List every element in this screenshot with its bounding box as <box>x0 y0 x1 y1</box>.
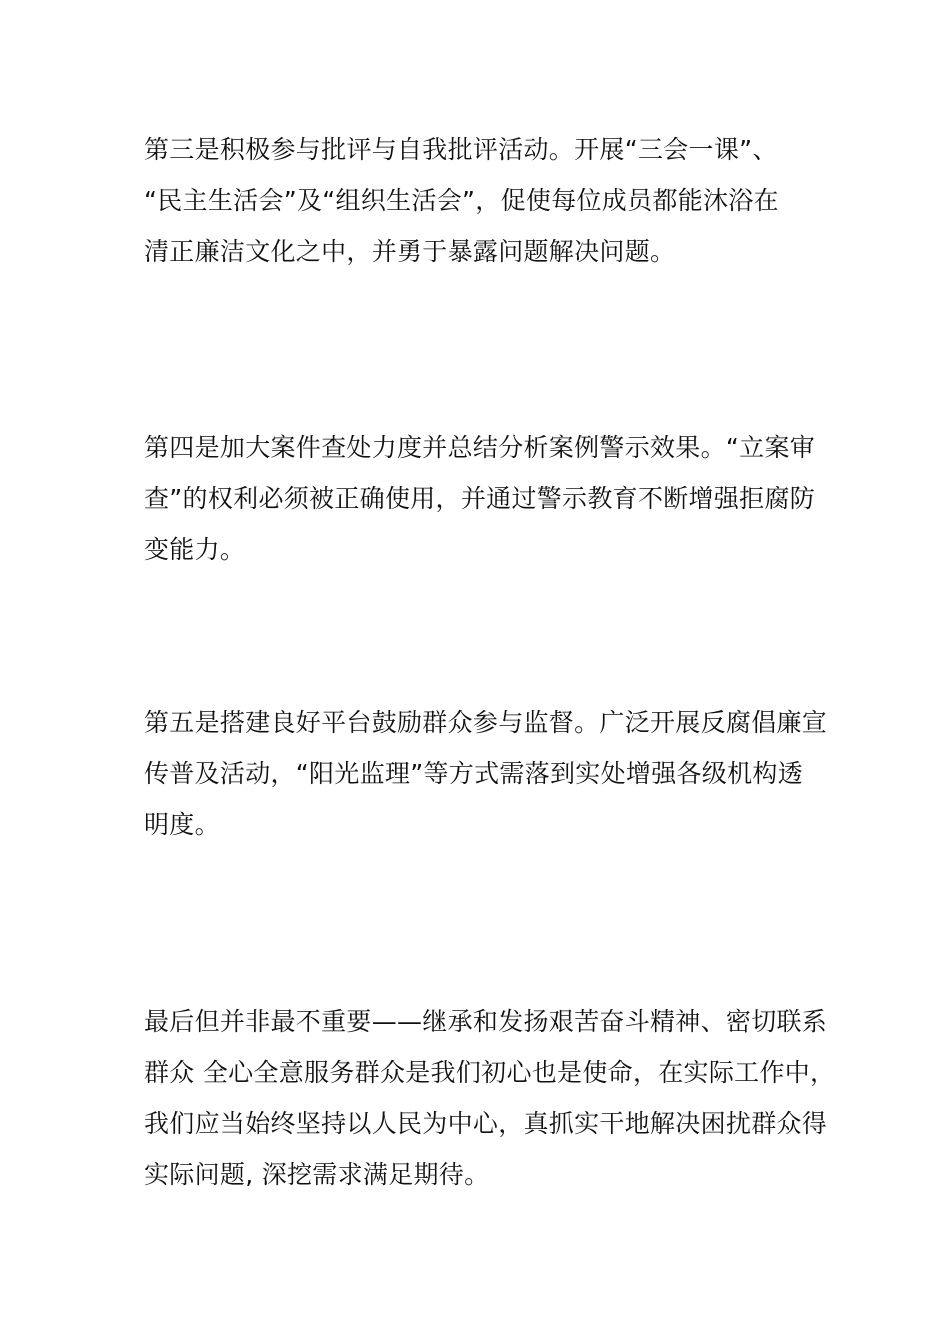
paragraph-line: 第四是加大案件查处力度并总结分析案例警示效果。“立案审 <box>144 433 816 462</box>
paragraph-line: 我们应当始终坚持以人民为中心，真抓实干地解决困扰群众得 <box>144 1109 828 1138</box>
paragraph-line: 查”的权利必须被正确使用，并通过警示教育不断增强拒腐防 <box>144 484 816 513</box>
paragraph-line: 第三是积极参与批评与自我批评活动。开展“三会一课”、 <box>144 135 778 164</box>
paragraph-line: 实际问题, 深挖需求满足期待。 <box>144 1160 490 1189</box>
paragraph-final-point <box>144 996 836 1200</box>
paragraph-line: 变能力。 <box>144 535 246 564</box>
paragraph-fourth-point <box>144 422 816 575</box>
paragraph-fifth-point <box>144 697 828 850</box>
paragraph-line: 群众 全心全意服务群众是我们初心也是使命，在实际工作中， <box>144 1058 836 1087</box>
paragraph-line: 明度。 <box>144 810 220 839</box>
paragraph-third-point <box>144 124 812 277</box>
paragraph-line: 最后但并非最不重要——继承和发扬艰苦奋斗精神、密切联系 <box>144 1007 828 1036</box>
paragraph-line: 传普及活动，“阳光监理”等方式需落到实处增强各级机构透 <box>144 759 804 788</box>
paragraph-line: 清正廉洁文化之中，并勇于暴露问题解决问题。 <box>144 237 676 266</box>
paragraph-line: 第五是搭建良好平台鼓励群众参与监督。广泛开展反腐倡廉宣 <box>144 708 828 737</box>
paragraph-line: “民主生活会”及“组织生活会”，促使每位成员都能沐浴在 <box>144 186 779 215</box>
